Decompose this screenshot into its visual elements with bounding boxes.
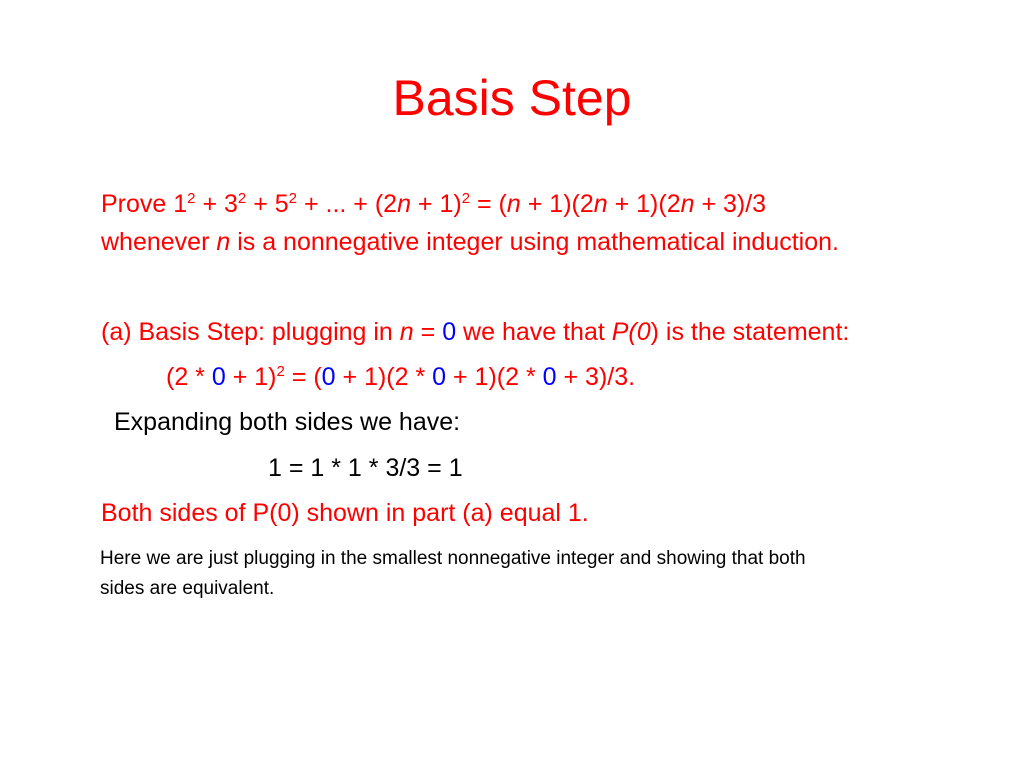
text-segment: = ( — [470, 190, 507, 218]
text-segment: Prove 1 — [101, 190, 188, 218]
text-segment: we have that — [456, 318, 612, 346]
text-segment: + 1)(2 * — [446, 363, 543, 391]
equation-text: 1 = 1 * 1 * 3/3 = 1 — [268, 454, 463, 482]
text-segment: (a) Basis Step: plugging in — [101, 318, 400, 346]
variable-n: n — [593, 190, 608, 218]
problem-line-2 — [101, 224, 839, 260]
text-segment: + 3)/3 — [694, 190, 767, 218]
text-segment: ) is the statement: — [650, 318, 850, 346]
part-a-line-2 — [166, 359, 635, 395]
text-segment: whenever — [101, 228, 217, 256]
slide-title: Basis Step — [392, 70, 632, 126]
text-segment: + 3)/3. — [556, 363, 636, 391]
superscript: 2 — [187, 190, 196, 207]
superscript: 2 — [461, 190, 471, 207]
variable-n: n — [216, 228, 231, 256]
text-segment: = — [413, 318, 443, 346]
variable-n: n — [680, 190, 695, 218]
text-segment: + 1) — [410, 190, 462, 218]
zero-value: 0 — [432, 363, 447, 391]
zero-value: 0 — [442, 318, 457, 346]
superscript: 2 — [288, 190, 298, 207]
text-segment: + 3 — [195, 190, 238, 218]
text-segment: + 5 — [246, 190, 289, 218]
text-segment: is a nonnegative integer using mathematical induction. — [230, 228, 839, 256]
text-segment: = ( — [284, 363, 322, 391]
predicate-p0: P(0 — [611, 318, 651, 346]
zero-value: 0 — [542, 363, 557, 391]
text-segment: + 1) — [225, 363, 277, 391]
note-line-1: Here we are just plugging in the smallest nonnegative integer and showing that both — [100, 548, 806, 569]
text-segment: + 1)(2 — [607, 190, 681, 218]
text-segment: + 1)(2 — [520, 190, 594, 218]
text-segment: (2 * — [166, 363, 212, 391]
expanding-text: Expanding both sides we have: — [114, 408, 461, 436]
superscript: 2 — [237, 190, 247, 207]
text-segment: + ... + (2 — [297, 190, 398, 218]
part-a-line-1 — [101, 314, 849, 350]
variable-n: n — [506, 190, 521, 218]
text-segment: + 1)(2 * — [335, 363, 433, 391]
zero-value: 0 — [321, 363, 336, 391]
conclusion-text: Both sides of P(0) shown in part (a) equal 1. — [101, 499, 589, 527]
note-line-2: sides are equivalent. — [100, 578, 275, 599]
problem-line-1 — [101, 186, 766, 222]
variable-n: n — [399, 318, 414, 346]
variable-n: n — [397, 190, 411, 218]
zero-value: 0 — [211, 363, 226, 391]
superscript: 2 — [276, 363, 285, 380]
